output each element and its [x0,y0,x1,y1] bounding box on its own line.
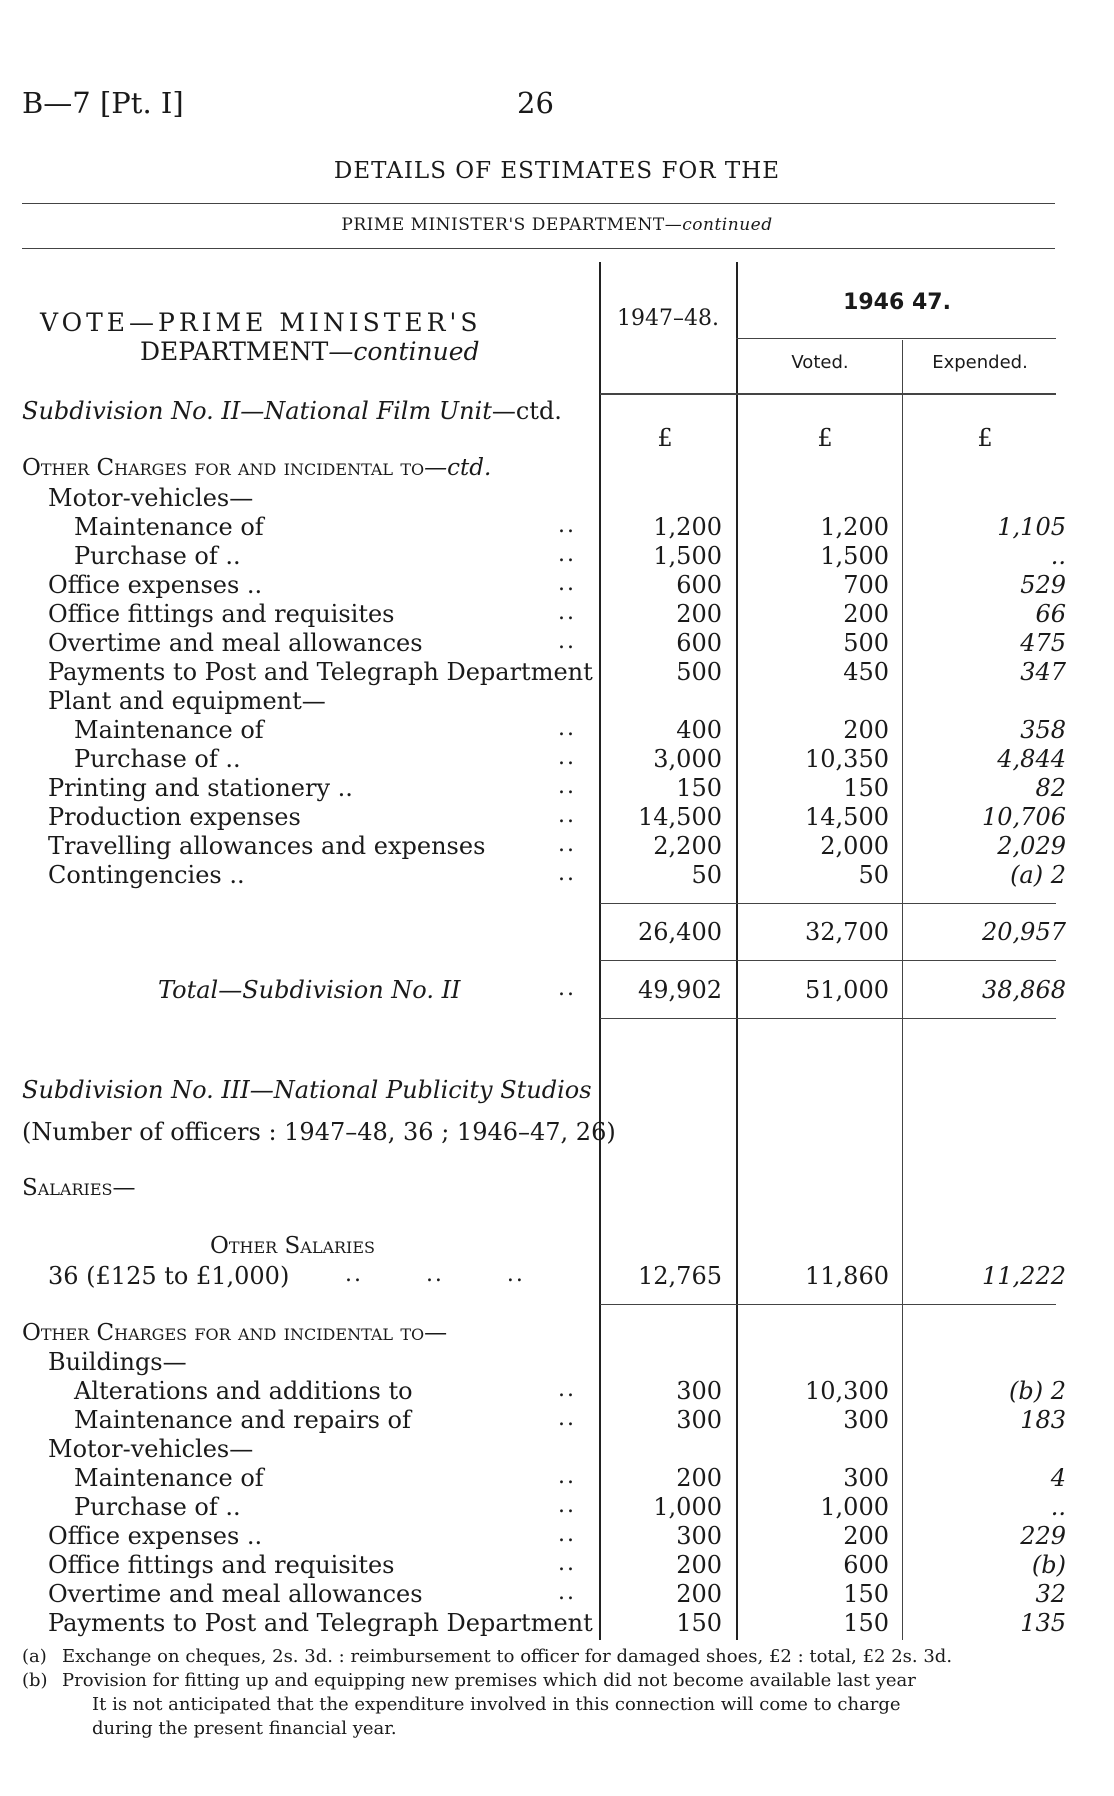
value-voted: 1,000 [820,1493,889,1521]
table-row-label: Overtime and meal allowances [48,629,423,657]
salaries-heading: Salaries— [22,1175,136,1201]
department-title: PRIME MINISTER'S DEPARTMENT—continued [341,215,773,235]
value-1947-48: 50 [691,861,722,889]
value-1947-48: 200 [676,1551,722,1579]
footnote-a-mark: (a) [22,1646,47,1667]
leader-dots: .. [558,600,576,625]
table-row-label: Buildings— [48,1348,187,1376]
leader-dots: .. [558,1406,576,1431]
value-expended: 347 [1020,658,1066,686]
value-1947-48: 500 [676,658,722,686]
value-voted: 150 [843,774,889,802]
value-1947-48: 1,000 [653,1493,722,1521]
table-row-label: Purchase of .. [74,542,241,570]
column-header-expended: Expended. [932,352,1028,373]
vote-heading-line2: DEPARTMENT—continued [140,337,480,366]
column-header-1946-47: 1946 47. [843,290,951,315]
value-voted: 10,300 [805,1377,889,1405]
column-divider-1 [599,262,601,1640]
leader-dots: .. [558,774,576,799]
value-voted: 450 [843,658,889,686]
total-expended: 38,868 [982,976,1066,1004]
value-voted: 150 [843,1580,889,1608]
value-1947-48: 300 [676,1522,722,1550]
value-1947-48: 600 [676,571,722,599]
currency-symbol-col1: £ [657,424,673,452]
value-1947-48: 400 [676,716,722,744]
salary-expended: 11,222 [982,1262,1066,1290]
header-rule-bottom [22,248,1055,249]
footnote-b-line1: Provision for fitting up and equipping new premises which did not become available last year [62,1670,916,1691]
leader-dots: .. [558,861,576,886]
value-voted: 50 [858,861,889,889]
salary-rule [600,1304,1056,1305]
value-expended: 4 [1050,1464,1066,1492]
table-row-label: Plant and equipment— [48,687,326,715]
value-expended: 1,105 [997,513,1066,541]
value-expended: 135 [1020,1609,1066,1637]
total-rule [600,1018,1056,1019]
currency-symbol-col3: £ [977,424,993,452]
value-1947-48: 150 [676,1609,722,1637]
value-voted: 600 [843,1551,889,1579]
column-header-voted: Voted. [791,352,849,373]
value-expended: 2,029 [997,832,1066,860]
table-row-label: Contingencies .. [48,861,245,889]
total-1947-48: 49,902 [638,976,722,1004]
value-voted: 700 [843,571,889,599]
currency-symbol-col2: £ [817,424,833,452]
leader-dots: .. [558,1377,576,1402]
value-expended: 358 [1020,716,1066,744]
value-1947-48: 200 [676,1464,722,1492]
leader-dots: .. [558,1464,576,1489]
table-row-label: Purchase of .. [74,745,241,773]
value-1947-48: 300 [676,1377,722,1405]
leader-dots: .. [558,716,576,741]
table-row-label: Office expenses .. [48,1522,263,1550]
value-expended: 82 [1035,774,1066,802]
value-1947-48: 3,000 [653,745,722,773]
vote-heading: VOTE—PRIME MINISTER'S [40,308,482,337]
table-row-label: Production expenses [48,803,301,831]
subtotal-expended: 20,957 [982,918,1066,946]
other-salaries-heading: Other Salaries [210,1233,376,1259]
value-expended: (a) 2 [1010,861,1066,889]
value-1947-48: 200 [676,600,722,628]
leader-dots: .. [558,803,576,828]
table-row-label: Maintenance and repairs of [74,1406,411,1434]
value-voted: 2,000 [820,832,889,860]
value-expended: .. [1050,1493,1066,1521]
value-voted: 200 [843,1522,889,1550]
footnote-b-line2: It is not anticipated that the expenditure involved in this connection will come to charge [92,1694,901,1715]
column-header-rule [736,338,1056,339]
value-1947-48: 1,500 [653,542,722,570]
value-expended: 529 [1020,571,1066,599]
subtotal-1947-48: 26,400 [638,918,722,946]
table-row-label: Motor-vehicles— [48,484,254,512]
value-expended: (b) [1031,1551,1066,1579]
value-1947-48: 600 [676,629,722,657]
page-title: DETAILS OF ESTIMATES FOR THE [333,158,781,184]
value-voted: 300 [843,1406,889,1434]
column-divider-2 [736,262,738,1640]
value-voted: 10,350 [805,745,889,773]
leader-dots: .. [558,976,576,1001]
value-voted: 150 [843,1609,889,1637]
table-row-label: Maintenance of [74,716,264,744]
total-voted: 51,000 [805,976,889,1004]
salary-row-label: 36 (£125 to £1,000) [48,1262,290,1290]
leader-dots: .. [558,1580,576,1605]
table-row-label: Office fittings and requisites [48,600,395,628]
other-charges-heading: Other Charges for and incidental to—ctd. [22,455,492,481]
column-header-bottom-rule [600,393,1056,395]
subtotal-bottom-rule [600,960,1056,961]
value-voted: 200 [843,600,889,628]
footnote-b-mark: (b) [22,1670,48,1691]
table-row-label: Maintenance of [74,513,264,541]
footnote-a: Exchange on cheques, 2s. 3d. : reimbursement to officer for damaged shoes, £2 : total, £2 2s. 3d. [62,1646,953,1667]
value-1947-48: 300 [676,1406,722,1434]
column-header-1947-48: 1947–48. [617,306,719,331]
value-1947-48: 200 [676,1580,722,1608]
table-row-label: Payments to Post and Telegraph Department [48,1609,593,1637]
table-row-label: Printing and stationery .. [48,774,353,802]
page-number: 26 [517,86,554,120]
other-charges-heading-2: Other Charges for and incidental to— [22,1320,448,1346]
leader-dots: .. [558,629,576,654]
table-row-label: Maintenance of [74,1464,264,1492]
footnote-b-line3: during the present financial year. [92,1718,397,1739]
total-subdivision-2-label: Total—Subdivision No. II [158,976,461,1004]
table-row-label: Motor-vehicles— [48,1435,254,1463]
value-expended: 32 [1035,1580,1066,1608]
leader-dots: .. [558,513,576,538]
leader-dots: .. [558,571,576,596]
value-1947-48: 150 [676,774,722,802]
salary-1947-48: 12,765 [638,1262,722,1290]
subtotal-voted: 32,700 [805,918,889,946]
table-row-label: Overtime and meal allowances [48,1580,423,1608]
value-voted: 200 [843,716,889,744]
table-row-label: Travelling allowances and expenses [48,832,486,860]
value-voted: 1,500 [820,542,889,570]
column-divider-3 [902,340,903,1640]
table-row-label: Office fittings and requisites [48,1551,395,1579]
leader-dots: .. [558,1493,576,1518]
value-voted: 300 [843,1464,889,1492]
leader-dots: .. [558,1522,576,1547]
leader-dots: .. .. .. [345,1262,525,1287]
subdivision-3-heading: Subdivision No. III—National Publicity Studios [22,1076,592,1104]
salary-voted: 11,860 [805,1262,889,1290]
value-expended: 10,706 [982,803,1066,831]
value-1947-48: 2,200 [653,832,722,860]
value-expended: 475 [1020,629,1066,657]
leader-dots: .. [558,832,576,857]
value-expended: 183 [1020,1406,1066,1434]
page-reference: B—7 [Pt. I] [22,86,184,120]
value-expended: 4,844 [997,745,1066,773]
leader-dots: .. [558,542,576,567]
value-expended: 229 [1020,1522,1066,1550]
value-voted: 500 [843,629,889,657]
value-expended: 66 [1035,600,1066,628]
subdivision-2-heading: Subdivision No. II—National Film Unit—ctd. [22,397,562,425]
header-rule-top [22,203,1055,204]
table-row-label: Office expenses .. [48,571,263,599]
value-expended: (b) 2 [1009,1377,1066,1405]
value-expended: .. [1050,542,1066,570]
value-voted: 1,200 [820,513,889,541]
table-row-label: Payments to Post and Telegraph Department [48,658,593,686]
value-1947-48: 1,200 [653,513,722,541]
officers-count: (Number of officers : 1947–48, 36 ; 1946–47, 26) [22,1118,616,1146]
leader-dots: .. [558,745,576,770]
leader-dots: .. [558,1551,576,1576]
subtotal-rule [600,903,1056,904]
value-voted: 14,500 [805,803,889,831]
table-row-label: Alterations and additions to [74,1377,413,1405]
value-1947-48: 14,500 [638,803,722,831]
table-row-label: Purchase of .. [74,1493,241,1521]
